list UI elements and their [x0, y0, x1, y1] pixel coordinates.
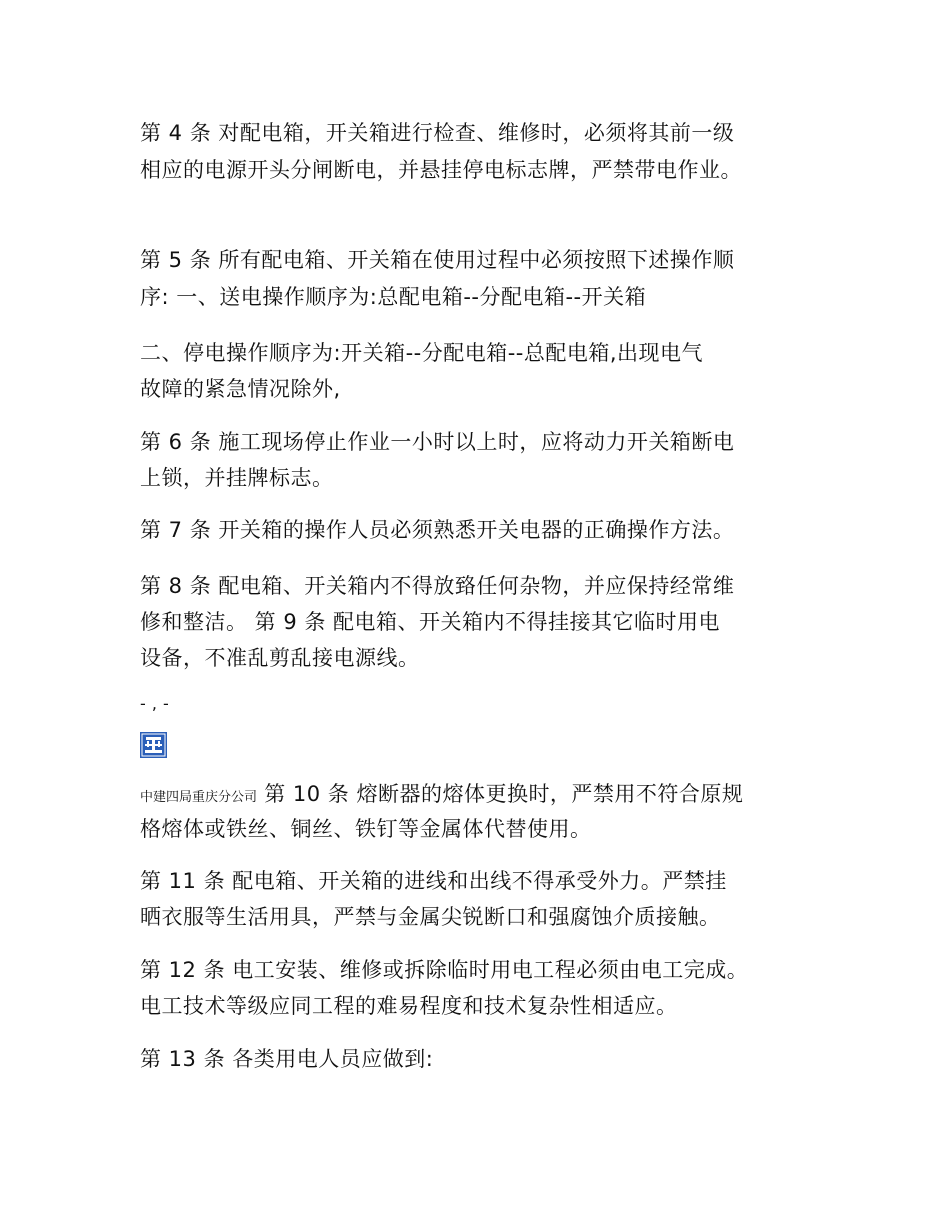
text-line: 修和整洁。 第 9 条 配电箱、开关箱内不得挂接其它临时用电	[140, 610, 721, 634]
text-line: 电工技术等级应同工程的难易程度和技术复杂性相适应。	[140, 994, 678, 1018]
text-line: 第 12 条 电工安装、维修或拆除临时用电工程必须由电工完成。	[140, 958, 749, 982]
text-line: 第 5 条 所有配电箱、开关箱在使用过程中必须按照下述操作顺	[140, 248, 735, 272]
text-line: 第 7 条 开关箱的操作人员必须熟悉开关电器的正确操作方法。	[140, 518, 735, 542]
text-line: 第 6 条 施工现场停止作业一小时以上时，应将动力开关箱断电	[140, 430, 735, 454]
text-line: 设备，不准乱剪乱接电源线。	[140, 646, 420, 670]
text-line: 晒衣服等生活用具，严禁与金属尖锐断口和强腐蚀介质接触。	[140, 905, 721, 929]
company-logo-icon	[140, 732, 167, 758]
text-line: 第 4 条 对配电箱，开关箱进行检查、维修时，必须将其前一级	[140, 121, 735, 145]
text-segment: 第 10 条 熔断器的熔体更换时，严禁用不符合原规	[257, 782, 744, 806]
text-line: 相应的电源开头分闸断电，并悬挂停电标志牌，严禁带电作业。	[140, 158, 742, 182]
page-separator: - , -	[140, 694, 170, 713]
text-line: 上锁，并挂牌标志。	[140, 466, 334, 490]
text-line: 格熔体或铁丝、铜丝、铁钉等金属体代替使用。	[140, 817, 592, 841]
text-line: 二、停电操作顺序为:开关箱--分配电箱--总配电箱,出现电气	[140, 341, 704, 365]
text-line: 序: 一、送电操作顺序为:总配电箱--分配电箱--开关箱	[140, 285, 647, 309]
text-line: 故障的紧急情况除外,	[140, 377, 341, 401]
text-line: 第 11 条 配电箱、开关箱的进线和出线不得承受外力。严禁挂	[140, 869, 727, 893]
text-line-with-company	[140, 780, 743, 812]
text-line: 第 13 条 各类用电人员应做到:	[140, 1047, 434, 1071]
text-line: 第 8 条 配电箱、开关箱内不得放臵任何杂物，并应保持经常维	[140, 574, 735, 598]
company-name: 中建四局重庆分公司	[140, 790, 258, 805]
